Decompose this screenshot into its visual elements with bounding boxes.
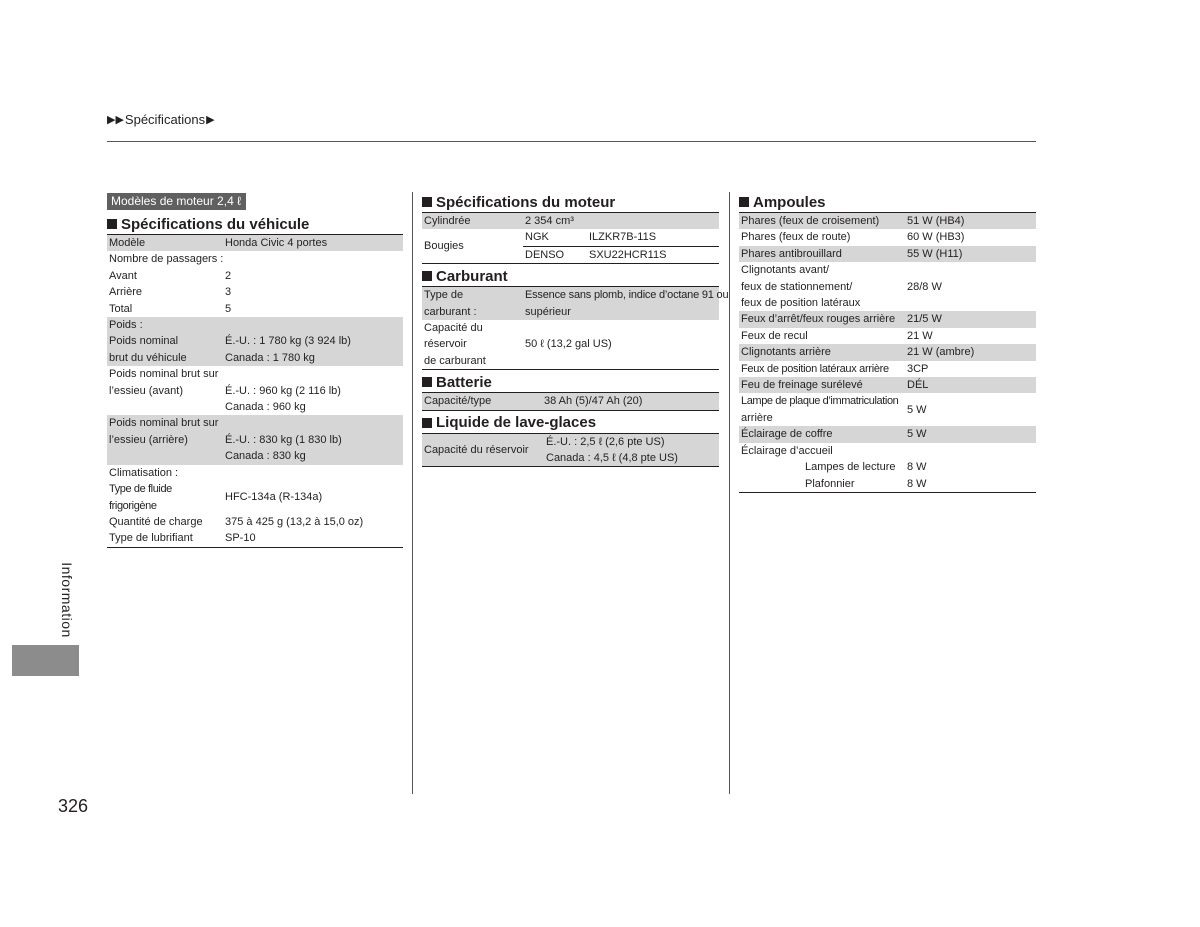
table-cell: l’essieu (arrière) [107,432,223,448]
table-row [739,361,1036,377]
table-cell: 55 W (H11) [905,246,1036,262]
table-cell: Modèle [107,235,223,252]
table-cell: 38 Ah (5)/47 Ah (20) [542,393,719,410]
vehicle-specs-table [107,234,403,548]
table-row [739,311,1036,327]
table-row [107,399,403,415]
table-cell: 2 354 cm³ [523,213,719,230]
section-title-washer [422,413,719,433]
table-row [739,459,1036,475]
page-number: 326 [58,796,89,816]
table-cell: Total [109,302,133,315]
table-cell: de carburant [424,354,486,367]
column-divider [412,192,413,794]
table-row [422,433,719,450]
column-divider [729,192,730,794]
section-title-text: Spécifications du véhicule [121,215,310,233]
table-cell: Canada : 830 kg [223,448,403,464]
table-cell: Lampe de plaque d’immatriculation [741,395,899,408]
table-cell: Capacité du réservoir [422,433,544,467]
table-row [739,246,1036,262]
table-cell: Clignotants avant/ [741,264,830,277]
table-cell: Arrière [109,286,143,299]
table-row [422,229,719,246]
table-cell: Canada : 1 780 kg [223,350,403,366]
table-row [107,366,403,382]
table-cell: arrière [741,411,773,424]
table-cell: carburant : [422,304,523,320]
section-title-battery [422,372,719,392]
table-row [739,229,1036,245]
table-cell: Canada : 960 kg [225,401,306,414]
section-title-text: Carburant [436,267,508,285]
chapter-side-label: Information [59,562,75,638]
square-bullet-icon [107,219,117,229]
table-cell [223,366,403,382]
table-row [107,268,403,284]
square-bullet-icon [422,377,432,387]
section-title-fuel [422,266,719,286]
breadcrumb-section[interactable]: Spécifications [124,112,206,127]
engine-specs-table [422,212,719,264]
square-bullet-icon [422,418,432,428]
table-cell [223,415,403,431]
table-row [739,426,1036,442]
table-cell: Cylindrée [422,213,523,230]
table-row [422,287,719,304]
table-row [739,377,1036,393]
table-cell: 375 à 425 g (13,2 à 15,0 oz) [225,515,364,528]
table-cell: É.-U. : 1 780 kg (3 924 lb) [223,333,403,349]
vehicle-specs-column [107,192,403,548]
table-row [422,213,719,230]
breadcrumb [107,112,215,127]
table-row [739,443,1036,459]
table-cell: É.-U. : 2,5 ℓ (2,6 pte US) [544,433,719,450]
table-cell: 50 ℓ (13,2 gal US) [525,338,612,351]
table-cell: feux de position latéraux [741,297,861,310]
table-cell [107,399,223,415]
table-cell: feux de stationnement/ [741,280,853,293]
table-cell: DÉL [905,377,1036,393]
square-bullet-icon [422,197,432,207]
table-cell: Phares (feux de croisement) [739,213,905,230]
table-cell: HFC-134a (R-134a) [225,491,323,504]
table-row [107,301,403,317]
table-cell: Feux de recul [741,329,808,342]
table-cell: ILZKR7B-11S [589,231,657,244]
table-cell: brut du véhicule [107,350,223,366]
table-row [422,320,719,353]
table-cell: Capacité/type [422,393,542,410]
table-cell: Éclairage de coffre [739,426,905,442]
table-row [107,317,403,333]
table-cell: l’essieu (avant) [109,384,183,397]
table-row [107,350,403,366]
table-cell: 60 W (HB3) [907,231,965,244]
table-row [739,262,1036,278]
washer-specs-table [422,433,719,468]
table-row [107,448,403,464]
table-cell: Quantité de charge [109,515,203,528]
table-cell: 5 W [905,426,1036,442]
table-cell: Honda Civic 4 portes [223,235,403,252]
table-cell [905,295,1036,311]
table-row [107,432,403,448]
table-cell: Feux de position latéraux arrière [741,362,889,375]
table-cell: Type de fluide frigorigène [109,483,172,512]
engine-model-tag: Modèles de moteur 2,4 ℓ [107,193,246,210]
table-row [739,328,1036,344]
section-title-bulbs [739,192,1036,212]
table-cell: 5 [225,302,232,315]
table-cell: Poids nominal [107,333,223,349]
table-cell: DENSO [523,246,587,263]
table-row [107,481,403,514]
table-cell: Poids : [107,317,403,333]
table-cell: 8 W [907,477,927,490]
table-cell: 3CP [907,362,929,375]
table-cell: 21 W [907,329,933,342]
table-cell: 21/5 W [905,311,1036,327]
table-cell: 8 W [907,461,927,474]
table-cell: Type de lubrifiant [109,532,193,545]
table-cell: SP-10 [225,532,256,545]
table-cell: Capacité du réservoir [424,322,483,351]
table-row [422,304,719,320]
table-cell [107,448,223,464]
table-cell: 21 W (ambre) [905,344,1036,360]
bulbs-table [739,212,1036,493]
fuel-specs-table [422,286,729,370]
bulbs-column [739,192,1036,493]
table-cell: Type de [422,287,523,304]
table-cell: Feux d’arrêt/feux rouges arrière [739,311,905,327]
header-rule [107,141,1036,142]
table-cell: NGK [525,231,549,244]
battery-specs-table [422,392,719,410]
table-cell: Avant [109,269,137,282]
table-row [107,383,403,399]
table-cell: 2 [225,269,232,282]
table-cell: SXU22HCR11S [587,246,719,263]
table-row [739,344,1036,360]
section-title-vehicle [107,214,403,234]
engine-specs-column [422,192,729,467]
table-row [107,235,403,252]
table-row [739,295,1036,311]
chapter-tab-marker[interactable] [12,645,79,676]
table-cell: Nombre de passagers : [109,253,224,266]
table-cell: Poids nominal brut sur [107,415,223,431]
table-row [107,251,403,267]
table-cell: Bougies [424,240,464,253]
table-cell: Plafonnier [805,477,855,490]
table-cell: Clignotants arrière [739,344,905,360]
table-row [422,393,719,410]
table-cell: É.-U. : 830 kg (1 830 lb) [223,432,403,448]
table-row [107,514,403,530]
table-cell: Feu de freinage surélevé [739,377,905,393]
table-cell: É.-U. : 960 kg (2 116 lb) [225,384,341,397]
table-cell: 51 W (HB4) [905,213,1036,230]
triangle-right-icon: ▶ [206,114,215,126]
section-title-text: Batterie [436,373,492,391]
table-row [107,415,403,431]
table-cell: Phares antibrouillard [739,246,905,262]
table-row [739,476,1036,493]
table-row [107,284,403,300]
table-cell: 3 [225,286,232,299]
table-row [107,465,403,481]
table-cell [905,262,1036,278]
section-title-text: Liquide de lave-glaces [436,414,597,432]
table-row [107,530,403,547]
table-row [739,279,1036,295]
section-title-text: Ampoules [753,193,826,211]
table-cell: Poids nominal brut sur [109,368,219,381]
table-cell: 28/8 W [907,280,942,293]
table-cell: Climatisation : [109,466,179,479]
table-cell: supérieur [523,304,719,320]
table-row [107,333,403,349]
square-bullet-icon [422,271,432,281]
table-cell: Essence sans plomb, indice d’octane 91 ou [523,287,719,304]
table-cell: Lampes de lecture [805,461,896,474]
table-cell: Phares (feux de route) [741,231,851,244]
table-cell: Éclairage d’accueil [741,444,833,457]
section-title-text: Spécifications du moteur [436,193,616,211]
table-row [739,213,1036,230]
table-cell: 5 W [907,403,927,416]
section-title-engine [422,192,719,212]
table-row [739,393,1036,409]
table-cell: Canada : 4,5 ℓ (4,8 pte US) [544,450,719,467]
square-bullet-icon [739,197,749,207]
triangle-right-icon: ▶▶ [107,114,124,126]
